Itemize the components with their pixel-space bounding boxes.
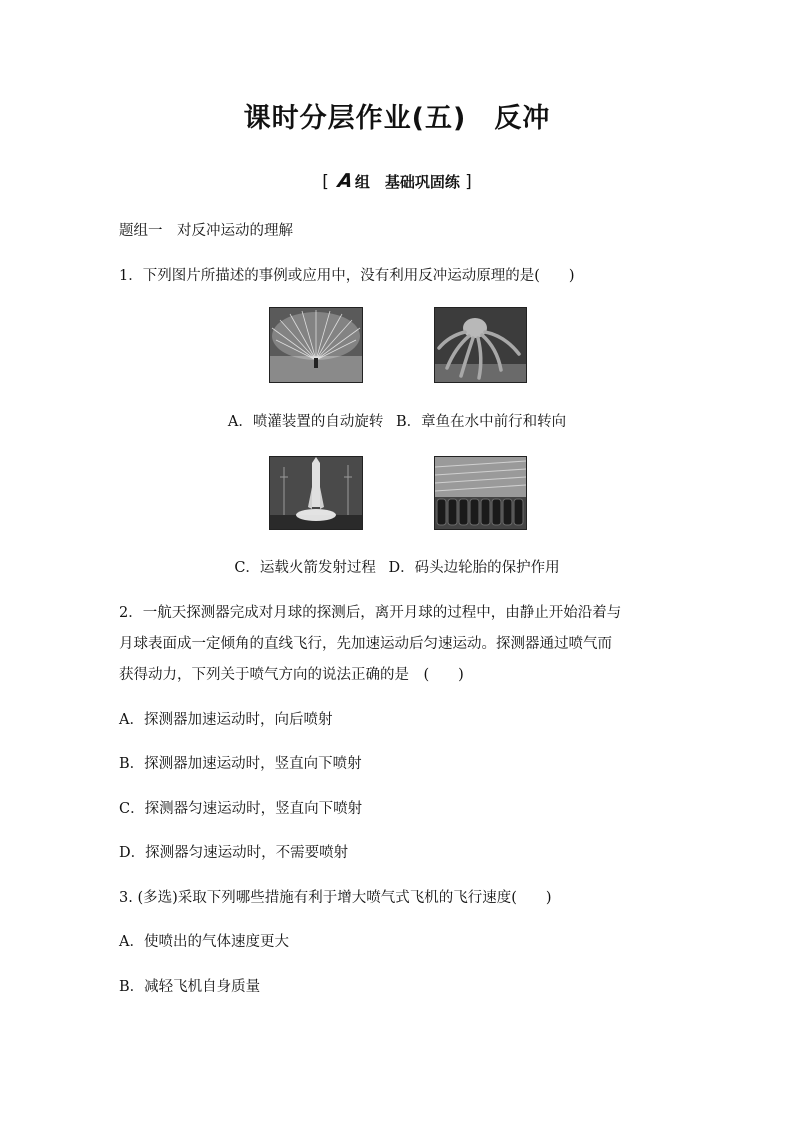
- option-b-label: B．章鱼在水中前行和转向: [395, 414, 567, 430]
- sprinkler-photo: [269, 307, 363, 383]
- option-c-label: C．运载火箭发射过程: [234, 560, 376, 576]
- question-3-stem: 3. (多选)采取下列哪些措施有利于增大喷气式飞机的飞行速度( ): [119, 890, 552, 906]
- group-bracket-open: [: [322, 172, 329, 192]
- question-2-line-2: 月球表面成一定倾角的直线飞行，先加速运动后匀速运动。探测器通过喷气而: [119, 636, 612, 652]
- question-3-option-b: B．减轻飞机自身质量: [119, 979, 261, 995]
- question-1-stem: 1．下列图片所描述的事例或应用中，没有利用反冲运动原理的是( ): [119, 268, 575, 284]
- question-2-option-a: A．探测器加速运动时，向后喷射: [119, 712, 333, 728]
- group-label: [0, 170, 794, 192]
- question-1-caption-cd: [0, 556, 794, 577]
- group-label-text: 组 基础巩固练: [354, 173, 460, 191]
- section-heading: 题组一 对反冲运动的理解: [119, 223, 293, 239]
- question-2-option-c: C．探测器匀速运动时，竖直向下喷射: [119, 801, 363, 817]
- option-a-label: A．喷灌装置的自动旋转: [227, 414, 384, 430]
- page-title: 课时分层作业(五) 反冲: [243, 103, 551, 134]
- group-letter-badge: A: [336, 170, 355, 192]
- question-3-option-a: A．使喷出的气体速度更大: [119, 934, 289, 950]
- rocket-photo: [269, 456, 363, 530]
- octopus-photo: [434, 307, 527, 383]
- dock-tires-photo: [434, 456, 527, 530]
- question-2-line-3: 获得动力，下列关于喷气方向的说法正确的是 ( ): [119, 667, 464, 683]
- question-2-option-d: D．探测器匀速运动时，不需要喷射: [119, 845, 349, 861]
- question-2-line-1: 2．一航天探测器完成对月球的探测后，离开月球的过程中，由静止开始沿着与: [119, 605, 622, 621]
- group-bracket-close: ]: [465, 172, 472, 192]
- option-d-label: D．码头边轮胎的保护作用: [388, 560, 560, 576]
- question-1-caption-ab: [0, 410, 794, 431]
- question-2-option-b: B．探测器加速运动时，竖直向下喷射: [119, 756, 362, 772]
